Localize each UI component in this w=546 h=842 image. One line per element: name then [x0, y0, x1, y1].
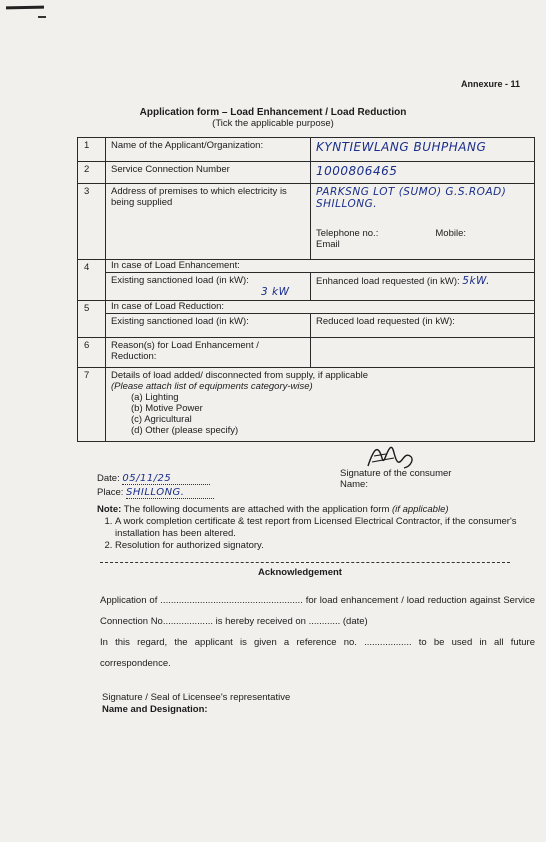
licensee-signature-label: Signature / Seal of Licensee's representative: [102, 692, 291, 703]
address-line-1: PARKSNG LOT (SUMO) G.S.ROAD): [316, 186, 507, 198]
service-connection-value: 1000806465: [316, 164, 398, 178]
annexure-label: Annexure - 11: [460, 79, 520, 89]
row-number: 2: [78, 162, 106, 184]
service-connection-field[interactable]: [311, 162, 535, 184]
date-label: Date:: [97, 473, 120, 484]
signature-label: Signature of the consumer: [340, 468, 452, 479]
load-details-field[interactable]: [106, 368, 535, 442]
enhanced-load-label: Enhanced load requested (in kW):: [316, 276, 460, 287]
address-field[interactable]: [311, 184, 535, 260]
row-number: 3: [78, 184, 106, 260]
scan-mark: [6, 6, 44, 10]
application-table: [77, 137, 535, 442]
applicant-name-field[interactable]: [311, 138, 535, 162]
load-item-agricultural: (c) Agricultural: [131, 414, 192, 425]
consumer-signature-block: [340, 448, 451, 490]
load-item-lighting: (a) Lighting: [131, 392, 179, 403]
mobile-label: Mobile:: [435, 228, 466, 239]
table-row: [78, 368, 535, 442]
place-value: SHILLONG.: [126, 487, 185, 498]
date-field[interactable]: [122, 473, 210, 485]
date-value: 05/11/25: [122, 473, 172, 484]
form-title: Application form – Load Enhancement / Load Reduction: [139, 107, 407, 118]
acknowledgement-paragraph-1: Application of ...................................................... for load enhancement / load reduction against Service Connection No................... is hereby received on ............ (date): [100, 595, 535, 627]
form-subtitle: (Tick the applicable purpose): [212, 118, 334, 129]
reduction-heading: In case of Load Reduction:: [106, 301, 535, 314]
table-row: [78, 301, 535, 314]
load-details-label: Details of load added/ disconnected from supply, if applicable: [111, 370, 369, 381]
row-number: 4: [78, 260, 106, 301]
table-row: [78, 273, 535, 301]
enhancement-heading: In case of Load Enhancement:: [106, 260, 535, 273]
existing-load-value: 3 kW: [261, 286, 290, 298]
table-row: [78, 260, 535, 273]
row-number: 6: [78, 338, 106, 368]
reduced-load-label[interactable]: Reduced load requested (in kW):: [311, 314, 535, 338]
address-label: Address of premises to which electricity is being supplied: [106, 184, 311, 260]
email-label: Email: [316, 239, 340, 250]
address-line-2: SHILLONG.: [316, 198, 378, 210]
note-list: [97, 516, 537, 552]
reason-field[interactable]: [311, 338, 535, 368]
enhanced-load-value: 5kW.: [462, 275, 490, 287]
table-row: [78, 162, 535, 184]
table-row: [78, 184, 535, 260]
row-number: 7: [78, 368, 106, 442]
note-text-italic: (if applicable): [392, 504, 449, 515]
acknowledgement-paragraph-2: In this regard, the applicant is given a reference no. .................. to be used in all future correspondence.: [100, 637, 535, 669]
table-row: [78, 314, 535, 338]
note-section: [97, 504, 537, 552]
divider: [100, 562, 510, 563]
applicant-name-value: KYNTIEWLANG BUHPHANG: [316, 140, 487, 154]
place-field[interactable]: [126, 487, 214, 499]
note-item: 1. A work completion certificate & test report from Licensed Electrical Contractor, if the consumer's installation has been altered.: [115, 516, 537, 540]
date-place-block: [97, 473, 214, 501]
service-connection-label: Service Connection Number: [106, 162, 311, 184]
licensee-signature-block: [102, 692, 290, 716]
load-details-hint: (Please attach list of equipments category-wise): [111, 381, 313, 392]
date-row: [97, 473, 214, 485]
applicant-name-label: Name of the Applicant/Organization:: [106, 138, 311, 162]
table-row: [78, 138, 535, 162]
note-text: The following documents are attached with the application form: [123, 504, 390, 515]
consumer-name-label: Name:: [340, 479, 368, 490]
place-label: Place:: [97, 487, 124, 498]
existing-load-field[interactable]: [106, 273, 311, 301]
licensee-name-designation-label: Name and Designation:: [102, 704, 208, 715]
load-item-motive-power: (b) Motive Power: [131, 403, 203, 414]
telephone-label: Telephone no.:: [316, 228, 379, 239]
acknowledgement-title: Acknowledgement: [258, 567, 342, 578]
reason-label: Reason(s) for Load Enhancement / Reduction:: [106, 338, 311, 368]
row-number: 1: [78, 138, 106, 162]
table-row: [78, 338, 535, 368]
acknowledgement-body: [100, 590, 535, 674]
row-number: 5: [78, 301, 106, 338]
note-lead: Note:: [97, 504, 122, 515]
note-item: 2. Resolution for authorized signatory.: [115, 540, 537, 552]
existing-load-reduction-label[interactable]: Existing sanctioned load (in kW):: [106, 314, 311, 338]
load-item-other: (d) Other (please specify): [131, 425, 239, 436]
enhanced-load-field[interactable]: [311, 273, 535, 301]
existing-load-label: Existing sanctioned load (in kW):: [111, 275, 249, 286]
scan-mark: [38, 16, 46, 18]
place-row: [97, 487, 214, 499]
